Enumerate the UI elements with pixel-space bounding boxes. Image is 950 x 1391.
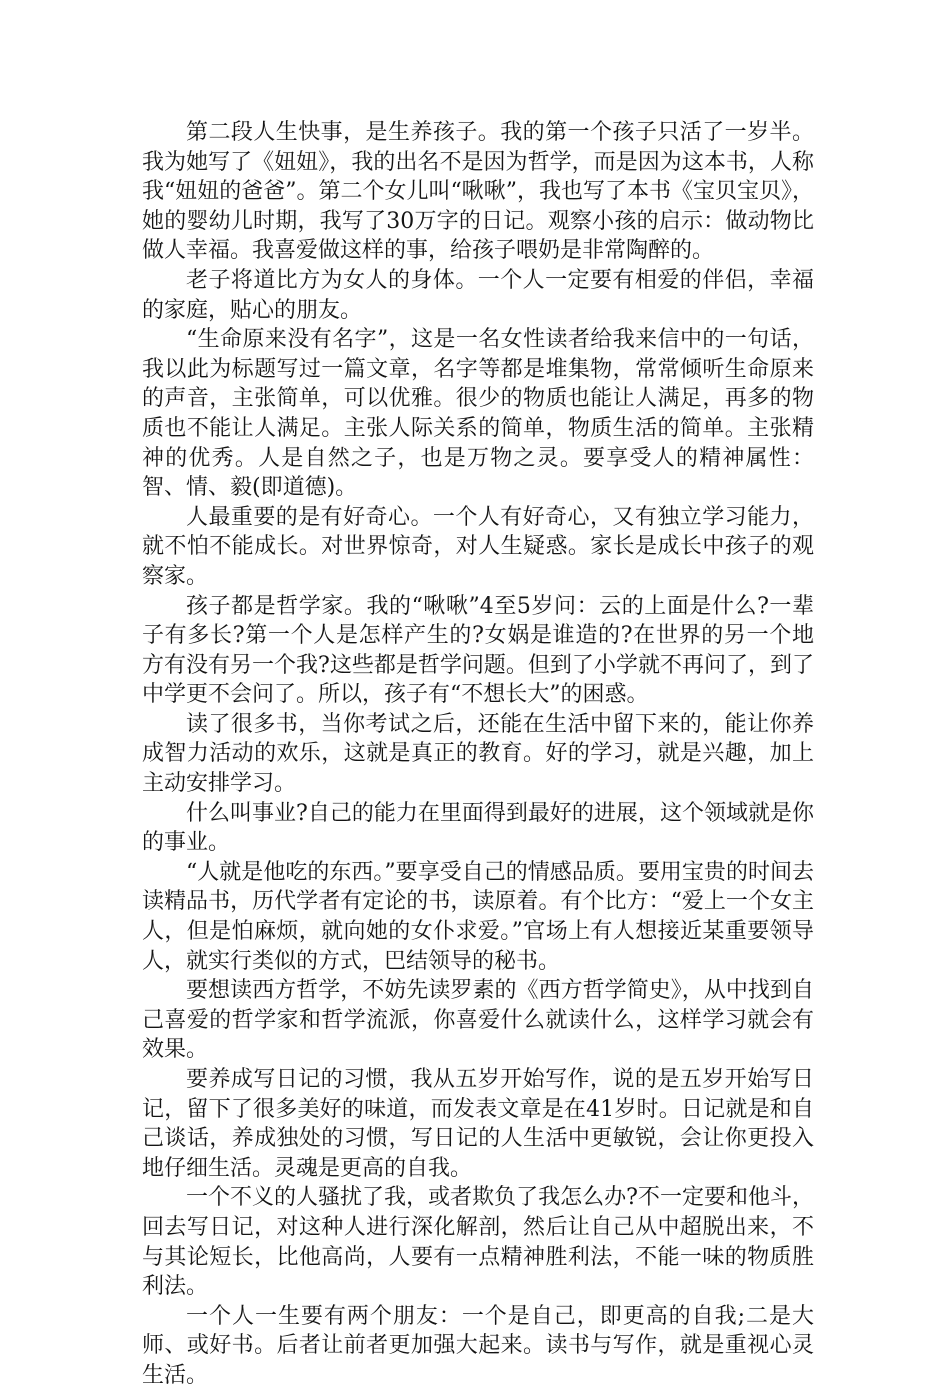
paragraph: 什么叫事业?自己的能力在里面得到最好的进展，这个领域就是你的事业。 (142, 800, 814, 856)
paragraph: 一个人一生要有两个朋友：一个是自己，即更高的自我;二是大师、或好书。后者让前者更加强大起来。读书与写作，就是重视心灵生活。 (142, 1303, 814, 1388)
paragraph: 老子将道比方为女人的身体。一个人一定要有相爱的伴侣，幸福的家庭，贴心的朋友。 (142, 267, 814, 323)
paragraph: “生命原来没有名字”，这是一名女性读者给我来信中的一句话，我以此为标题写过一篇文章，名字等都是堆集物，常常倾听生命原来的声音，主张简单，可以优雅。很少的物质也能让人满足，再多的物质也不能让人满足。主张人际关系的简单，物质生活的简单。主张精神的优秀。人是自然之子，也是万物之灵。要享受人的精神属性：智、情、毅(即道德)。 (142, 327, 814, 501)
paragraph: 读了很多书，当你考试之后，还能在生活中留下来的，能让你养成智力活动的欢乐，这就是真正的教育。好的学习，就是兴趣，加上主动安排学习。 (142, 711, 814, 797)
paragraph: 一个不义的人骚扰了我，或者欺负了我怎么办?不一定要和他斗，回去写日记，对这种人进行深化解剖，然后让自己从中超脱出来，不与其论短长，比他高尚，人要有一点精神胜利法，不能一味的物质胜利法。 (142, 1185, 814, 1300)
paragraph: 要养成写日记的习惯，我从五岁开始写作，说的是五岁开始写日记，留下了很多美好的味道，而发表文章是在41岁时。日记就是和自己谈话，养成独处的习惯，写日记的人生活中更敏锐，会让你更投入地仔细生活。灵魂是更高的自我。 (142, 1067, 814, 1181)
document-body (142, 118, 814, 1391)
paragraph: 孩子都是哲学家。我的“啾啾”4至5岁问：云的上面是什么?一辈子有多长?第一个人是怎样产生的?女娲是谁造的?在世界的另一个地方有没有另一个我?这些都是哲学问题。但到了小学就不再问了，到了中学更不会问了。所以，孩子有“不想长大”的困惑。 (142, 593, 814, 708)
paragraph: 人最重要的是有好奇心。一个人有好奇心，又有独立学习能力，就不怕不能成长。对世界惊奇，对人生疑惑。家长是成长中孩子的观察家。 (142, 504, 814, 589)
paragraph: 要想读西方哲学，不妨先读罗素的《西方哲学简史》，从中找到自己喜爱的哲学家和哲学流派，你喜爱什么就读什么，这样学习就会有效果。 (142, 978, 814, 1063)
paragraph: “人就是他吃的东西。”要享受自己的情感品质。要用宝贵的时间去读精品书，历代学者有定论的书，读原着。有个比方：“爱上一个女主人，但是怕麻烦，就向她的女仆求爱。”官场上有人想接近某重要领导人，就实行类似的方式，巴结领导的秘书。 (142, 859, 814, 974)
paragraph: 第二段人生快事，是生养孩子。我的第一个孩子只活了一岁半。我为她写了《妞妞》，我的出名不是因为哲学，而是因为这本书，人称我“妞妞的爸爸”。第二个女儿叫“啾啾”，我也写了本书《宝贝宝贝》，她的婴幼儿时期，我写了30万字的日记。观察小孩的启示：做动物比做人幸福。我喜爱做这样的事，给孩子喂奶是非常陶醉的。 (142, 120, 814, 264)
